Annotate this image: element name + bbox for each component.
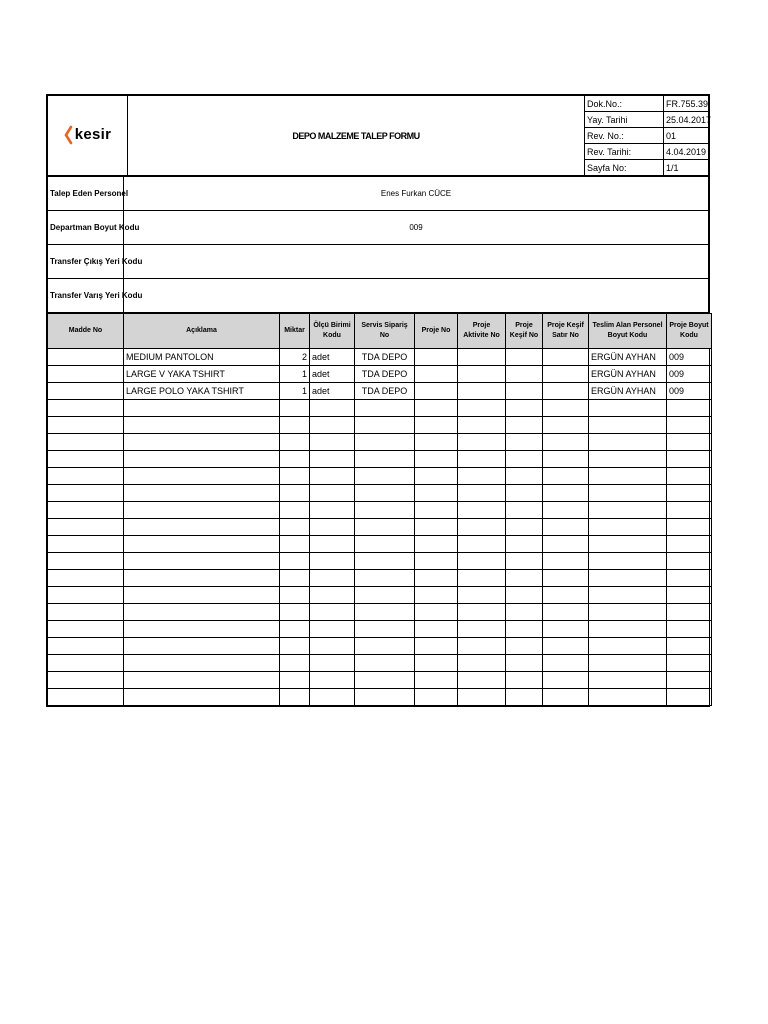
cell-madde-no[interactable] [48,485,124,502]
table-row-empty [48,587,712,604]
cell-servis-siparis[interactable] [355,485,415,502]
cell-proje-boyut[interactable] [667,655,712,672]
cell-proje-aktivite[interactable] [458,655,506,672]
cell-proje-aktivite[interactable] [458,417,506,434]
table-row-empty [48,485,712,502]
cell-proje-aktivite[interactable] [458,451,506,468]
cell-madde-no[interactable] [48,536,124,553]
cell-olcu-birimi[interactable] [310,570,355,587]
cell-servis-siparis[interactable]: TDA DEPO [355,383,415,400]
cell-madde-no[interactable] [48,366,124,383]
cell-proje-boyut[interactable]: 009 [667,366,712,383]
cell-proje-aktivite[interactable] [458,570,506,587]
logo-text: kesir [74,126,112,143]
column-header: Teslim Alan Personel Boyut Kodu [589,314,667,349]
info-label: Departman Boyut Kodu [48,211,124,245]
exit-location-value[interactable] [124,245,709,279]
logo-cell [48,96,128,176]
table-row-empty [48,655,712,672]
cell-olcu-birimi[interactable] [310,468,355,485]
cell-kesif-satir[interactable] [543,570,589,587]
cell-madde-no[interactable] [48,553,124,570]
cell-servis-siparis[interactable] [355,655,415,672]
cell-proje-kesif[interactable] [506,604,543,621]
cell-proje-aktivite[interactable] [458,536,506,553]
info-row-arrival-location [48,279,709,313]
cell-miktar[interactable]: 1 [280,366,310,383]
cell-aciklama[interactable] [124,417,280,434]
cell-aciklama[interactable]: LARGE V YAKA TSHIRT [124,366,280,383]
table-row-empty [48,434,712,451]
cell-proje-kesif[interactable] [506,468,543,485]
info-row-requester [48,177,709,211]
table-row-empty [48,502,712,519]
cell-madde-no[interactable] [48,434,124,451]
table-row-empty [48,519,712,536]
cell-proje-boyut[interactable] [667,604,712,621]
cell-proje-kesif[interactable] [506,689,543,706]
cell-kesif-satir[interactable] [543,485,589,502]
cell-olcu-birimi[interactable] [310,417,355,434]
cell-kesif-satir[interactable] [543,536,589,553]
table-row-empty [48,400,712,417]
cell-aciklama[interactable] [124,400,280,417]
cell-servis-siparis[interactable] [355,621,415,638]
cell-proje-kesif[interactable] [506,621,543,638]
cell-proje-no[interactable] [415,621,458,638]
cell-teslim-alan[interactable]: ERGÜN AYHAN [589,366,667,383]
cell-proje-aktivite[interactable] [458,587,506,604]
cell-proje-aktivite[interactable] [458,689,506,706]
cell-proje-kesif[interactable] [506,485,543,502]
cell-miktar[interactable] [280,468,310,485]
cell-kesif-satir[interactable] [543,553,589,570]
cell-proje-boyut[interactable] [667,570,712,587]
cell-proje-boyut[interactable] [667,536,712,553]
cell-miktar[interactable] [280,570,310,587]
cell-olcu-birimi[interactable] [310,672,355,689]
cell-aciklama[interactable] [124,655,280,672]
cell-teslim-alan[interactable] [589,587,667,604]
cell-aciklama[interactable] [124,570,280,587]
cell-kesif-satir[interactable] [543,689,589,706]
cell-kesif-satir[interactable] [543,366,589,383]
meta-value-doc-no: FR.755.39 [664,96,709,112]
column-header: Servis Sipariş No [355,314,415,349]
cell-teslim-alan[interactable] [589,655,667,672]
requester-value[interactable]: Enes Furkan CÜCE [124,177,709,211]
cell-olcu-birimi[interactable]: adet [310,366,355,383]
cell-olcu-birimi[interactable] [310,485,355,502]
cell-proje-kesif[interactable] [506,536,543,553]
cell-aciklama[interactable]: LARGE POLO YAKA TSHIRT [124,383,280,400]
arrival-location-value[interactable] [124,279,709,313]
cell-proje-boyut[interactable] [667,434,712,451]
cell-aciklama[interactable] [124,672,280,689]
column-header: Proje Aktivite No [458,314,506,349]
cell-kesif-satir[interactable] [543,349,589,366]
cell-miktar[interactable] [280,672,310,689]
cell-proje-boyut[interactable]: 009 [667,349,712,366]
cell-madde-no[interactable] [48,655,124,672]
cell-proje-aktivite[interactable] [458,468,506,485]
cell-proje-no[interactable] [415,672,458,689]
cell-olcu-birimi[interactable]: adet [310,383,355,400]
table-row-empty [48,672,712,689]
cell-proje-kesif[interactable] [506,366,543,383]
cell-miktar[interactable] [280,689,310,706]
items-table [47,313,712,706]
cell-miktar[interactable]: 1 [280,383,310,400]
cell-teslim-alan[interactable] [589,400,667,417]
cell-madde-no[interactable] [48,621,124,638]
cell-proje-aktivite[interactable] [458,502,506,519]
cell-olcu-birimi[interactable] [310,638,355,655]
cell-servis-siparis[interactable] [355,689,415,706]
cell-kesif-satir[interactable] [543,655,589,672]
cell-aciklama[interactable] [124,434,280,451]
column-header: Madde No [48,314,124,349]
cell-proje-kesif[interactable] [506,434,543,451]
cell-olcu-birimi[interactable] [310,536,355,553]
table-row-empty [48,621,712,638]
cell-miktar[interactable] [280,400,310,417]
cell-proje-no[interactable] [415,400,458,417]
cell-madde-no[interactable] [48,672,124,689]
cell-aciklama[interactable] [124,536,280,553]
cell-proje-no[interactable] [415,434,458,451]
cell-servis-siparis[interactable] [355,570,415,587]
cell-proje-no[interactable] [415,655,458,672]
cell-aciklama[interactable] [124,553,280,570]
cell-kesif-satir[interactable] [543,519,589,536]
cell-servis-siparis[interactable]: TDA DEPO [355,366,415,383]
cell-proje-aktivite[interactable] [458,604,506,621]
cell-proje-boyut[interactable] [667,638,712,655]
cell-proje-no[interactable] [415,689,458,706]
cell-olcu-birimi[interactable] [310,587,355,604]
cell-proje-aktivite[interactable] [458,553,506,570]
cell-proje-aktivite[interactable] [458,383,506,400]
cell-teslim-alan[interactable] [589,434,667,451]
cell-proje-boyut[interactable] [667,468,712,485]
cell-servis-siparis[interactable] [355,638,415,655]
column-header: Proje Keşif Satır No [543,314,589,349]
cell-proje-no[interactable] [415,536,458,553]
cell-proje-no[interactable] [415,570,458,587]
cell-proje-aktivite[interactable] [458,519,506,536]
cell-teslim-alan[interactable] [589,604,667,621]
cell-proje-kesif[interactable] [506,400,543,417]
column-header: Ölçü Birimi Kodu [310,314,355,349]
cell-teslim-alan[interactable] [589,485,667,502]
info-row-department [48,211,709,245]
meta-label-rev-no: Rev. No.: [585,128,664,144]
cell-servis-siparis[interactable] [355,519,415,536]
cell-madde-no[interactable] [48,587,124,604]
cell-proje-boyut[interactable] [667,400,712,417]
cell-kesif-satir[interactable] [543,400,589,417]
cell-proje-aktivite[interactable] [458,400,506,417]
cell-kesif-satir[interactable] [543,383,589,400]
cell-olcu-birimi[interactable] [310,621,355,638]
cell-madde-no[interactable] [48,638,124,655]
cell-madde-no[interactable] [48,417,124,434]
cell-servis-siparis[interactable] [355,672,415,689]
cell-madde-no[interactable] [48,502,124,519]
column-header: Açıklama [124,314,280,349]
info-label: Transfer Çıkış Yeri Kodu [48,245,124,279]
company-logo [64,126,112,144]
cell-proje-kesif[interactable] [506,587,543,604]
cell-teslim-alan[interactable] [589,570,667,587]
meta-value-page-no: 1/1 [664,160,709,176]
cell-proje-no[interactable] [415,502,458,519]
cell-proje-boyut[interactable] [667,451,712,468]
cell-aciklama[interactable] [124,485,280,502]
cell-proje-boyut[interactable] [667,519,712,536]
cell-proje-boyut[interactable] [667,587,712,604]
cell-kesif-satir[interactable] [543,638,589,655]
cell-proje-boyut[interactable] [667,485,712,502]
cell-proje-aktivite[interactable] [458,621,506,638]
cell-aciklama[interactable] [124,451,280,468]
table-row-empty [48,638,712,655]
cell-teslim-alan[interactable] [589,519,667,536]
cell-proje-no[interactable] [415,468,458,485]
cell-teslim-alan[interactable] [589,451,667,468]
cell-aciklama[interactable] [124,621,280,638]
meta-value-rev-no: 01 [664,128,709,144]
cell-olcu-birimi[interactable] [310,655,355,672]
table-row-empty [48,417,712,434]
cell-proje-kesif[interactable] [506,655,543,672]
cell-miktar[interactable] [280,655,310,672]
column-header: Miktar [280,314,310,349]
cell-proje-no[interactable] [415,417,458,434]
meta-label-pub-date: Yay. Tarihi [585,112,664,128]
cell-madde-no[interactable] [48,349,124,366]
cell-madde-no[interactable] [48,604,124,621]
cell-proje-boyut[interactable] [667,417,712,434]
cell-aciklama[interactable] [124,519,280,536]
form-header [47,95,712,176]
cell-proje-no[interactable] [415,519,458,536]
department-code-value[interactable]: 009 [124,211,709,245]
cell-proje-no[interactable] [415,553,458,570]
cell-servis-siparis[interactable] [355,451,415,468]
cell-proje-no[interactable] [415,604,458,621]
cell-madde-no[interactable] [48,570,124,587]
cell-teslim-alan[interactable] [589,638,667,655]
cell-miktar[interactable] [280,553,310,570]
items-header-row [48,314,712,349]
column-header: Proje Boyut Kodu [667,314,712,349]
cell-miktar[interactable] [280,417,310,434]
cell-olcu-birimi[interactable] [310,519,355,536]
cell-olcu-birimi[interactable] [310,434,355,451]
cell-proje-aktivite[interactable] [458,349,506,366]
table-row-empty [48,536,712,553]
cell-teslim-alan[interactable] [589,502,667,519]
cell-servis-siparis[interactable] [355,553,415,570]
cell-proje-no[interactable] [415,366,458,383]
cell-proje-kesif[interactable] [506,672,543,689]
info-label: Talep Eden Personel [48,177,124,211]
cell-proje-no[interactable] [415,485,458,502]
cell-proje-kesif[interactable] [506,349,543,366]
cell-proje-boyut[interactable] [667,553,712,570]
cell-madde-no[interactable] [48,383,124,400]
cell-proje-no[interactable] [415,451,458,468]
table-row-empty [48,604,712,621]
cell-servis-siparis[interactable] [355,434,415,451]
info-row-exit-location [48,245,709,279]
cell-aciklama[interactable] [124,502,280,519]
table-row [48,366,712,383]
cell-teslim-alan[interactable] [589,621,667,638]
table-row-empty [48,570,712,587]
cell-aciklama[interactable] [124,689,280,706]
cell-proje-kesif[interactable] [506,502,543,519]
meta-label-rev-date: Rev. Tarihi: [585,144,664,160]
cell-kesif-satir[interactable] [543,468,589,485]
table-row-empty [48,468,712,485]
cell-madde-no[interactable] [48,519,124,536]
cell-madde-no[interactable] [48,400,124,417]
table-row-empty [48,553,712,570]
cell-miktar[interactable]: 2 [280,349,310,366]
cell-miktar[interactable] [280,536,310,553]
form-title: DEPO MALZEME TALEP FORMU [128,96,585,176]
cell-aciklama[interactable] [124,468,280,485]
cell-miktar[interactable] [280,638,310,655]
info-label: Transfer Varış Yeri Kodu [48,279,124,313]
cell-proje-kesif[interactable] [506,570,543,587]
cell-proje-kesif[interactable] [506,553,543,570]
cell-proje-no[interactable] [415,638,458,655]
table-row-empty [48,689,712,706]
cell-aciklama[interactable] [124,587,280,604]
meta-label-page-no: Sayfa No: [585,160,664,176]
cell-servis-siparis[interactable]: TDA DEPO [355,349,415,366]
cell-proje-boyut[interactable] [667,502,712,519]
cell-proje-kesif[interactable] [506,451,543,468]
cell-teslim-alan[interactable] [589,553,667,570]
table-row [48,349,712,366]
cell-proje-boyut[interactable]: 009 [667,383,712,400]
cell-proje-boyut[interactable] [667,689,712,706]
request-info [47,176,709,313]
cell-olcu-birimi[interactable] [310,451,355,468]
cell-aciklama[interactable]: MEDIUM PANTOLON [124,349,280,366]
cell-teslim-alan[interactable] [589,417,667,434]
cell-kesif-satir[interactable] [543,587,589,604]
cell-proje-no[interactable] [415,587,458,604]
cell-miktar[interactable] [280,485,310,502]
cell-olcu-birimi[interactable] [310,689,355,706]
material-request-form [46,94,710,707]
cell-teslim-alan[interactable] [589,672,667,689]
cell-proje-aktivite[interactable] [458,672,506,689]
cell-teslim-alan[interactable]: ERGÜN AYHAN [589,349,667,366]
cell-kesif-satir[interactable] [543,604,589,621]
cell-aciklama[interactable] [124,638,280,655]
cell-kesif-satir[interactable] [543,451,589,468]
cell-olcu-birimi[interactable]: adet [310,349,355,366]
cell-kesif-satir[interactable] [543,417,589,434]
meta-value-rev-date: 4.04.2019 [664,144,709,160]
column-header: Proje No [415,314,458,349]
cell-madde-no[interactable] [48,689,124,706]
cell-miktar[interactable] [280,502,310,519]
meta-value-pub-date: 25.04.2017 [664,112,709,128]
cell-kesif-satir[interactable] [543,621,589,638]
cell-teslim-alan[interactable] [589,536,667,553]
cell-proje-no[interactable] [415,383,458,400]
column-header: Proje Keşif No [506,314,543,349]
cell-olcu-birimi[interactable] [310,400,355,417]
cell-proje-boyut[interactable] [667,621,712,638]
cell-miktar[interactable] [280,587,310,604]
table-row-empty [48,451,712,468]
meta-label-doc-no: Dok.No.: [585,96,664,112]
cell-madde-no[interactable] [48,468,124,485]
cell-proje-aktivite[interactable] [458,638,506,655]
cell-teslim-alan[interactable] [589,689,667,706]
table-row [48,383,712,400]
cell-servis-siparis[interactable] [355,468,415,485]
cell-teslim-alan[interactable]: ERGÜN AYHAN [589,383,667,400]
cell-kesif-satir[interactable] [543,502,589,519]
cell-proje-no[interactable] [415,349,458,366]
cell-miktar[interactable] [280,604,310,621]
cell-servis-siparis[interactable] [355,587,415,604]
cell-teslim-alan[interactable] [589,468,667,485]
cell-servis-siparis[interactable] [355,536,415,553]
cell-proje-kesif[interactable] [506,519,543,536]
cell-kesif-satir[interactable] [543,434,589,451]
cell-proje-aktivite[interactable] [458,485,506,502]
chevron-logo-icon [64,126,73,144]
cell-aciklama[interactable] [124,604,280,621]
cell-olcu-birimi[interactable] [310,553,355,570]
cell-miktar[interactable] [280,621,310,638]
cell-servis-siparis[interactable] [355,400,415,417]
cell-proje-kesif[interactable] [506,417,543,434]
cell-miktar[interactable] [280,434,310,451]
cell-miktar[interactable] [280,519,310,536]
cell-proje-aktivite[interactable] [458,434,506,451]
cell-proje-aktivite[interactable] [458,366,506,383]
cell-proje-boyut[interactable] [667,672,712,689]
cell-olcu-birimi[interactable] [310,604,355,621]
cell-proje-kesif[interactable] [506,638,543,655]
cell-olcu-birimi[interactable] [310,502,355,519]
cell-miktar[interactable] [280,451,310,468]
cell-madde-no[interactable] [48,451,124,468]
cell-servis-siparis[interactable] [355,417,415,434]
cell-kesif-satir[interactable] [543,672,589,689]
cell-servis-siparis[interactable] [355,604,415,621]
items-body [48,349,712,706]
cell-proje-kesif[interactable] [506,383,543,400]
cell-servis-siparis[interactable] [355,502,415,519]
